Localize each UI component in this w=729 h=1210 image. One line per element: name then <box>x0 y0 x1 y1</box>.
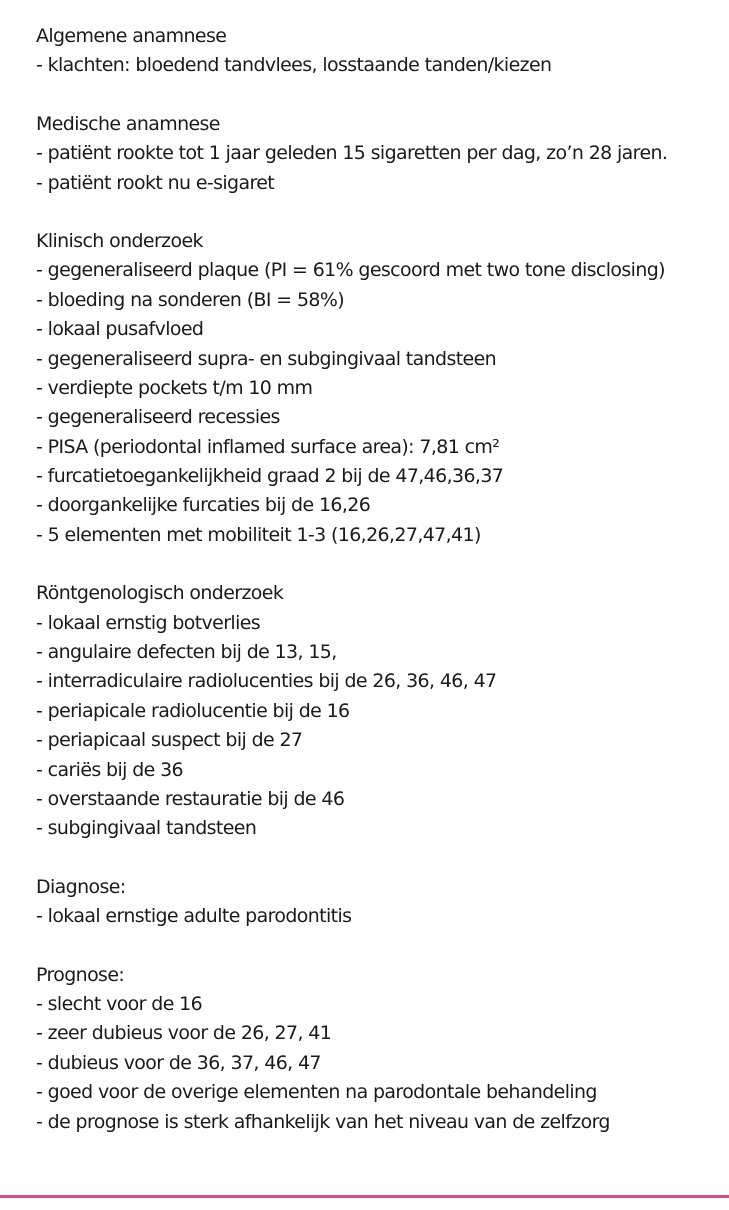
bottom-divider <box>0 1195 729 1198</box>
section-rontgenologisch-onderzoek <box>36 579 726 844</box>
list-item: - lokaal pusafvloed <box>36 318 204 341</box>
list-item: - lokaal ernstig botverlies <box>36 611 261 634</box>
section-diagnose <box>36 873 726 932</box>
list-item: - cariës bij de 36 <box>36 758 184 781</box>
list-item: - gegeneraliseerd plaque (PI = 61% gescoord met two tone disclosing) <box>36 259 665 282</box>
list-item: - gegeneraliseerd supra- en subgingivaal tandsteen <box>36 347 497 370</box>
list-item: - patiënt rookte tot 1 jaar geleden 15 sigaretten per dag, zo’n 28 jaren. <box>36 142 668 165</box>
list-item: - doorgankelijke furcaties bij de 16,26 <box>36 494 371 517</box>
section-medische-anamnese <box>36 110 726 198</box>
section-heading: Diagnose: <box>36 875 126 898</box>
list-item: - overstaande restauratie bij de 46 <box>36 787 345 810</box>
list-item: - PISA (periodontal inflamed surface area): 7,81 cm² <box>36 435 500 458</box>
list-item: - periapicaal suspect bij de 27 <box>36 729 303 752</box>
list-item: - slecht voor de 16 <box>36 992 203 1015</box>
section-heading: Klinisch onderzoek <box>36 229 203 252</box>
list-item: - klachten: bloedend tandvlees, losstaande tanden/kiezen <box>36 54 552 77</box>
section-heading: Algemene anamnese <box>36 25 227 47</box>
list-item: - lokaal ernstige adulte parodontitis <box>36 905 352 928</box>
list-item: - 5 elementen met mobiliteit 1-3 (16,26,27,47,41) <box>36 523 481 546</box>
list-item: - angulaire defecten bij de 13, 15, <box>36 641 337 664</box>
section-algemene-anamnese <box>36 22 726 81</box>
document-body <box>36 22 726 1166</box>
list-item: - gegeneraliseerd recessies <box>36 406 280 429</box>
list-item: - goed voor de overige elementen na parodontale behandeling <box>36 1081 597 1104</box>
section-heading: Medische anamnese <box>36 112 220 135</box>
list-item: - periapicale radiolucentie bij de 16 <box>36 699 350 722</box>
section-klinisch-onderzoek <box>36 227 726 550</box>
list-item: - interradiculaire radiolucenties bij de 26, 36, 46, 47 <box>36 670 497 693</box>
list-item: - furcatietoegankelijkheid graad 2 bij de 47,46,36,37 <box>36 465 504 488</box>
section-prognose <box>36 961 726 1137</box>
list-item: - de prognose is sterk afhankelijk van het niveau van de zelfzorg <box>36 1110 610 1133</box>
list-item: - patiënt rookt nu e-sigaret <box>36 171 275 194</box>
list-item: - zeer dubieus voor de 26, 27, 41 <box>36 1022 332 1045</box>
list-item: - dubieus voor de 36, 37, 46, 47 <box>36 1051 321 1074</box>
list-item: - verdiepte pockets t/m 10 mm <box>36 376 313 399</box>
section-heading: Röntgenologisch onderzoek <box>36 582 284 605</box>
list-item: - bloeding na sonderen (BI = 58%) <box>36 288 345 311</box>
section-heading: Prognose: <box>36 963 125 986</box>
list-item: - subgingivaal tandsteen <box>36 817 257 840</box>
